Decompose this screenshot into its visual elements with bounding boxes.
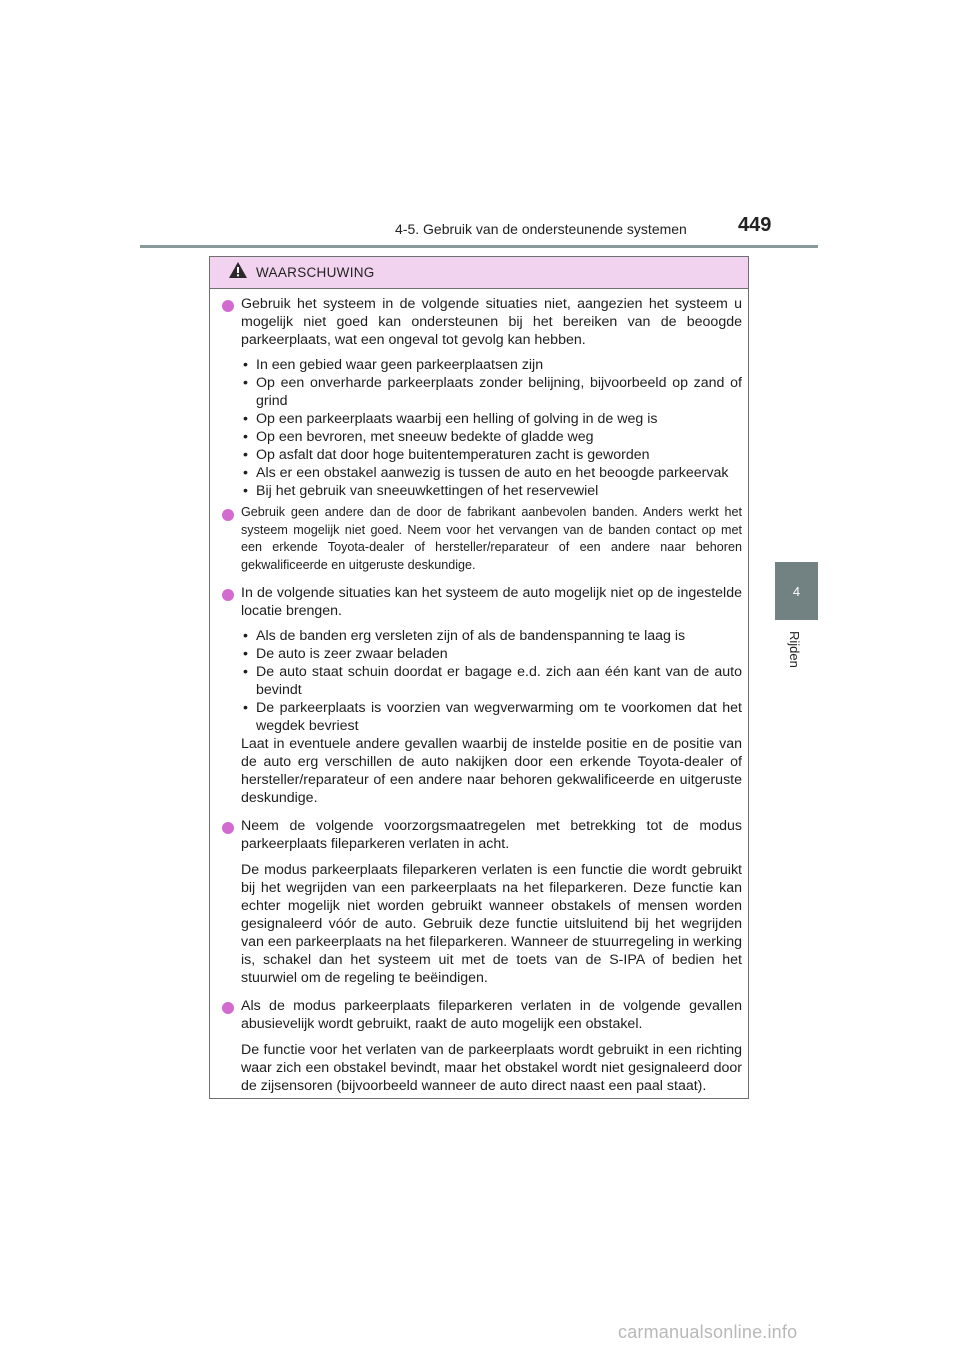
list-item: • In een gebied waar geen parkeerplaatsen zijn <box>241 356 742 374</box>
warning-body <box>210 289 748 1095</box>
situation-list <box>241 356 742 500</box>
bullet-dot-icon <box>222 589 234 601</box>
list-item: • Als de banden erg versleten zijn of als de bandenspanning te laag is <box>241 627 742 645</box>
warning-item-text: In de volgende situaties kan het systeem de auto mogelijk niet op de ingestelde locatie brengen. <box>241 585 742 619</box>
warning-item <box>222 997 742 1095</box>
warning-item-text: Neem de volgende voorzorgsmaatregelen met betrekking tot de modus parkeerplaats fileparkeren verlaten in acht. <box>241 818 742 852</box>
list-item: • De auto is zeer zwaar beladen <box>241 645 742 663</box>
header-divider <box>140 245 818 248</box>
list-item: • Op een bevroren, met sneeuw bedekte of gladde weg <box>241 428 742 446</box>
warning-item <box>222 584 742 807</box>
bullet-dot-icon <box>222 509 234 521</box>
bullet-dot-icon <box>222 822 234 834</box>
warning-item <box>222 504 742 574</box>
list-item: • Als er een obstakel aanwezig is tussen de auto en het beoogde parkeervak <box>241 464 742 482</box>
page-number: 449 <box>738 214 772 236</box>
list-item: • Op een parkeerplaats waarbij een helling of golving in de weg is <box>241 410 742 428</box>
warning-triangle-icon <box>228 261 248 284</box>
list-item: • Op een onverharde parkeerplaats zonder belijning, bijvoorbeeld op zand of grind <box>241 374 742 410</box>
chapter-number: 4 <box>792 583 801 599</box>
warning-header <box>210 257 748 289</box>
warning-item <box>222 295 742 500</box>
situation-list <box>241 627 742 735</box>
bullet-dot-icon <box>222 1002 234 1014</box>
chapter-label: Rijden <box>787 631 802 668</box>
warning-item <box>222 817 742 987</box>
list-item: • Op asfalt dat door hoge buitentemperaturen zacht is geworden <box>241 446 742 464</box>
list-item: • Bij het gebruik van sneeuwkettingen of het reservewiel <box>241 482 742 500</box>
footer-watermark: carmanualsonline.info <box>618 1322 798 1342</box>
warning-item-note: Laat in eventuele andere gevallen waarbij de instelde positie en de positie van de auto erg verschillen de auto nakijken door een erkende Toyota-dealer of hersteller/reparateur of een andere naar behoren gekwalificeerde en uitgeruste deskundige. <box>241 736 742 806</box>
warning-item-text: Gebruik het systeem in de volgende situaties niet, aangezien het systeem u mogelijk niet goed kan ondersteunen bij het bereiken van de beoogde parkeerplaats, wat een ongeval tot gevolg kan hebben. <box>241 296 742 348</box>
bullet-dot-icon <box>222 300 234 312</box>
warning-item-detail: De functie voor het verlaten van de parkeerplaats wordt gebruikt in een richting waar zich een obstakel bevindt, maar het obstakel wordt niet gesignaleerd door de zijsensoren (bijvoorbeeld wanneer de auto direct naast een paal staat). <box>241 1042 742 1094</box>
warning-item-text: Als de modus parkeerplaats fileparkeren verlaten in de volgende gevallen abusievelijk wordt gebruikt, raakt de auto mogelijk een obstakel. <box>241 998 742 1032</box>
warning-item-text: Gebruik geen andere dan de door de fabrikant aanbevolen banden. Anders werkt het systeem mogelijk niet goed. Neem voor het vervangen van de banden contact op met een erkende Toyota-dealer of hersteller/reparateur of een andere naar behoren gekwalificeerde en uitgeruste deskundige. <box>241 505 742 572</box>
warning-box <box>209 256 749 1099</box>
list-item: • De parkeerplaats is voorzien van wegverwarming om te voorkomen dat het wegdek bevriest <box>241 699 742 735</box>
header-section-title: 4-5. Gebruik van de ondersteunende systemen <box>395 221 687 237</box>
warning-title: WAARSCHUWING <box>256 265 375 280</box>
warning-item-detail: De modus parkeerplaats fileparkeren verlaten is een functie die wordt gebruikt bij het wegrijden van een parkeerplaats na het fileparkeren. Deze functie kan echter mogelijk niet worden gebruikt wanneer obstakels of mensen worden gesignaleerd vóór de auto. Gebruik deze functie uitsluitend bij het wegrijden van een parkeerplaats na het fileparkeren. Wanneer de stuurregeling in werking is, schakel dan het systeem uit met de toets van de S-IPA of bedien het stuurwiel om de regeling te beëindigen. <box>241 862 742 986</box>
chapter-tab <box>775 562 818 620</box>
list-item: • De auto staat schuin doordat er bagage e.d. zich aan één kant van de auto bevindt <box>241 663 742 699</box>
